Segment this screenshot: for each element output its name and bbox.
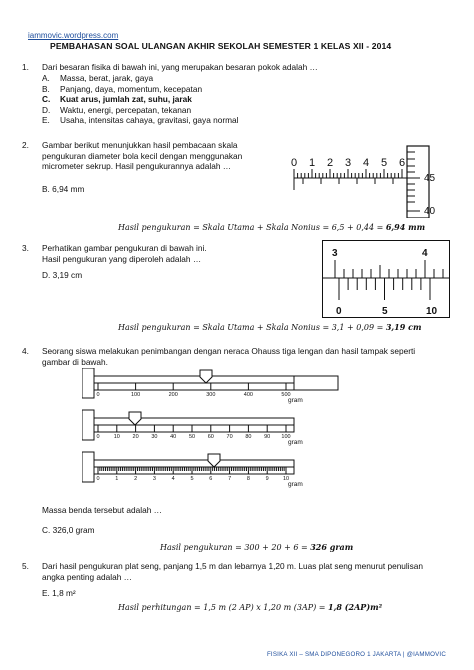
beam-label: 4 — [171, 476, 175, 482]
beam-label: 100 — [131, 392, 141, 398]
question-text-line-3: micrometer sekrup. Hasil pengukurannya adalah … — [42, 161, 232, 171]
vernier-caliper-diagram — [322, 240, 450, 318]
question-4-prompt: Massa benda tersebut adalah … — [42, 505, 162, 515]
main-scale-label: 3 — [332, 248, 338, 259]
beam-label: 50 — [188, 434, 196, 440]
micrometer-scale-labels — [291, 157, 405, 169]
page-footer: FISIKA XII – SMA DIPONEGORO 1 JAKARTA | @IAMMOVIC — [266, 651, 446, 658]
beam-label: 3 — [152, 476, 156, 482]
scale-label: 6 — [399, 157, 406, 169]
beam-label: 100 — [281, 434, 291, 440]
main-scale-label: 4 — [422, 248, 428, 259]
question-text-line-1: Gambar berikut menunjukkan hasil pembacaan skala — [42, 140, 238, 150]
beam-label: 300 — [206, 392, 216, 398]
beam-unit-label: gram — [288, 397, 303, 404]
beam-label: 90 — [264, 434, 271, 440]
option-a: A. Massa, berat, jarak, gaya — [42, 73, 154, 83]
micrometer-half-mm-ticks — [303, 178, 393, 184]
formula-4: Hasil pengukuran = 300 + 20 + 6 = 326 gram — [160, 542, 354, 552]
beam-label: 10 — [282, 476, 290, 482]
option-c-correct: C. Kuat arus, jumlah zat, suhu, jarak — [42, 94, 192, 104]
micrometer-sleeve-scale — [294, 178, 407, 190]
beam-label: 10 — [113, 434, 120, 440]
option-d: D. Waktu, energi, percepatan, tekanan — [42, 104, 192, 115]
option-b: B. Panjang, daya, momentum, kecepatan — [42, 83, 203, 94]
formula-5: Hasil perhitungan = 1,5 m (2 AP) x 1,20 m (3AP) = 1,8 (2AP)m² — [118, 602, 383, 612]
question-text-line-1: Perhatikan gambar pengukuran di bawah ini. — [42, 243, 207, 253]
question-number: 3. — [22, 243, 29, 253]
question-number: 2. — [22, 140, 29, 150]
answer-2: B. 6,94 mm — [42, 184, 85, 194]
option-e: E. Usaha, intensitas cahaya, gravitasi, gaya normal — [42, 115, 239, 125]
question-3 — [0, 243, 290, 265]
beam-label: 5 — [190, 476, 194, 482]
thimble-label: 40 — [424, 206, 436, 217]
beam-label: 7 — [228, 476, 232, 482]
scale-label: 2 — [327, 157, 334, 169]
scale-label: 5 — [381, 157, 388, 169]
beam-2 — [82, 410, 303, 446]
scale-label: 4 — [363, 157, 370, 169]
beam-label: 0 — [96, 392, 100, 398]
question-text-line-2: angka penting adalah … — [42, 571, 132, 582]
scale-label: 1 — [309, 157, 316, 169]
beam-unit-label: gram — [288, 481, 303, 488]
beam-label: 6 — [209, 476, 213, 482]
micrometer-mm-ticks — [294, 169, 402, 178]
beam-label: 30 — [151, 434, 158, 440]
beam-label: 0 — [96, 434, 100, 440]
beam-label: 70 — [226, 434, 233, 440]
question-text-line-2: gambar di bawah. — [42, 356, 108, 367]
question-number: 1. — [22, 62, 29, 72]
question-text-line-2: Hasil pengukuran yang diperoleh adalah … — [42, 253, 202, 264]
answer-4: C. 326,0 gram — [42, 525, 95, 535]
beam-label: 200 — [168, 392, 178, 398]
vernier-label: 5 — [382, 306, 388, 317]
question-number: 4. — [22, 346, 29, 356]
answer-3: D. 3,19 cm — [42, 270, 83, 280]
thimble-label: 45 — [424, 173, 436, 184]
beam-label: 80 — [245, 434, 252, 440]
question-text-line-2: pengukuran diameter bola kecil dengan menggunakan — [42, 150, 243, 161]
beam-label: 9 — [265, 476, 269, 482]
beam-label: 500 — [281, 392, 291, 398]
beam-1 — [82, 368, 338, 404]
beam-label: 0 — [96, 476, 100, 482]
question-text: Dari besaran fisika di bawah ini, yang merupakan besaran pokok adalah … — [42, 62, 318, 72]
scale-label: 3 — [345, 157, 352, 169]
beam-label: 2 — [134, 476, 138, 482]
ohaus-balance-diagram — [82, 368, 348, 488]
beam-label: 20 — [132, 434, 139, 440]
question-number: 5. — [22, 561, 29, 571]
question-2 — [0, 140, 290, 180]
formula-2: Hasil pengukuran = Skala Utama + Skala Nonius = 6,5 + 0,44 = 6,94 mm — [118, 222, 426, 232]
beam-label: 60 — [207, 434, 214, 440]
question-4 — [0, 346, 474, 368]
answer-5: E. 1,8 m² — [42, 588, 76, 598]
question-text-line-1: Dari hasil pengukuran plat seng, panjang 1,5 m dan lebarnya 1,20 m. Luas plat seng menurut penulisan — [42, 561, 423, 571]
beam-label: 8 — [246, 476, 250, 482]
beam-label: 1 — [115, 476, 119, 482]
beam-label: 40 — [170, 434, 177, 440]
formula-3: Hasil pengukuran = Skala Utama + Skala Nonius = 3,1 + 0,09 = 3,19 cm — [118, 322, 422, 332]
beam-3 — [82, 452, 303, 488]
question-5 — [0, 561, 474, 583]
blog-url-link[interactable]: iammovic.wordpress.com — [28, 31, 119, 40]
scale-label: 0 — [291, 157, 298, 169]
page-title: PEMBAHASAN SOAL ULANGAN AKHIR SEKOLAH SEMESTER 1 KELAS XII - 2014 — [50, 41, 392, 51]
beam-unit-label: gram — [288, 439, 303, 446]
micrometer-diagram — [284, 136, 450, 218]
vernier-label: 10 — [426, 306, 438, 317]
vernier-label: 0 — [336, 306, 342, 317]
beam-label: 400 — [243, 392, 253, 398]
question-text-line-1: Seorang siswa melakukan penimbangan dengan neraca Ohauss tiga lengan dan hasil tampak seperti — [42, 346, 416, 356]
